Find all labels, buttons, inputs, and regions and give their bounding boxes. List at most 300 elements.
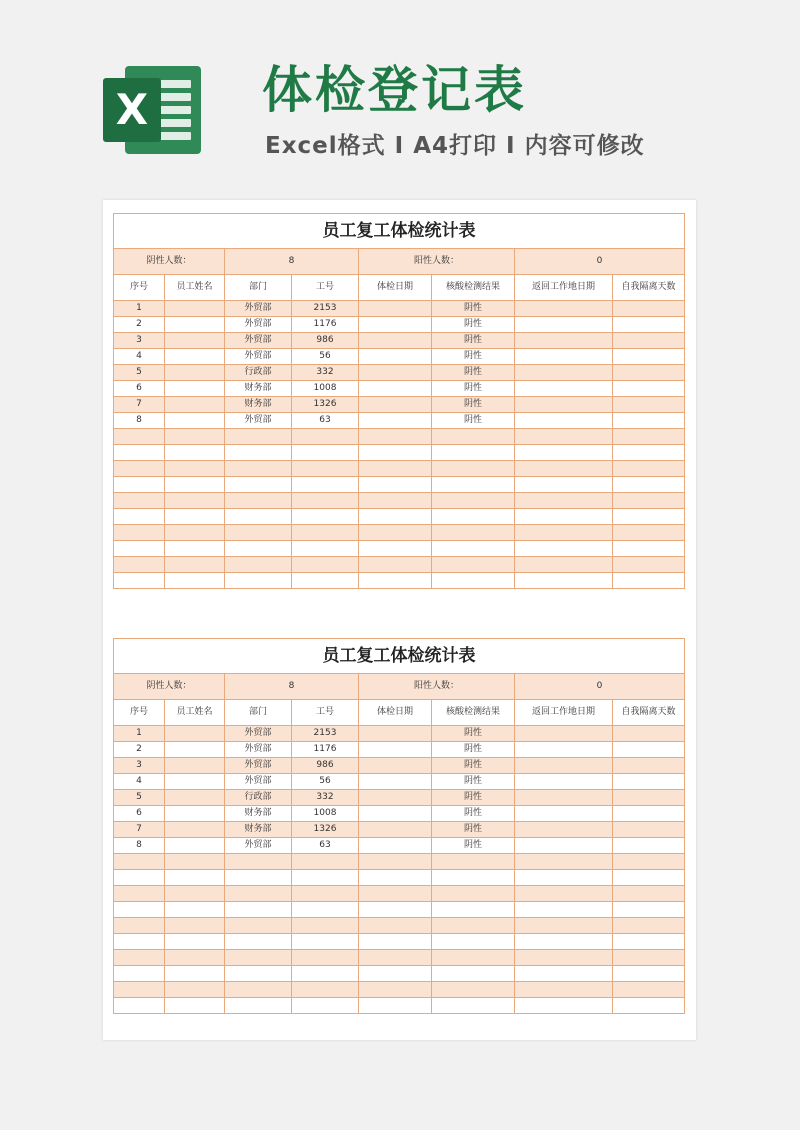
cell-quarantine-days[interactable] <box>613 525 685 541</box>
cell-employee-id[interactable] <box>292 445 359 461</box>
cell-return-date[interactable] <box>515 998 613 1014</box>
cell-test-result[interactable]: 阴性 <box>432 349 515 365</box>
cell-quarantine-days[interactable] <box>613 349 685 365</box>
cell-quarantine-days[interactable] <box>613 758 685 774</box>
cell-index[interactable] <box>114 429 165 445</box>
cell-employee-id[interactable] <box>292 934 359 950</box>
cell-name[interactable] <box>165 934 225 950</box>
cell-exam-date[interactable] <box>359 886 432 902</box>
cell-index[interactable] <box>114 902 165 918</box>
cell-department[interactable] <box>225 854 292 870</box>
cell-index[interactable]: 2 <box>114 742 165 758</box>
cell-exam-date[interactable] <box>359 477 432 493</box>
cell-employee-id[interactable]: 1008 <box>292 381 359 397</box>
cell-name[interactable] <box>165 477 225 493</box>
cell-quarantine-days[interactable] <box>613 573 685 589</box>
cell-index[interactable] <box>114 445 165 461</box>
cell-index[interactable]: 4 <box>114 349 165 365</box>
cell-index[interactable] <box>114 854 165 870</box>
cell-exam-date[interactable] <box>359 461 432 477</box>
cell-index[interactable]: 8 <box>114 413 165 429</box>
cell-exam-date[interactable] <box>359 493 432 509</box>
cell-employee-id[interactable]: 2153 <box>292 726 359 742</box>
empty-table-row <box>114 557 685 573</box>
cell-department[interactable] <box>225 477 292 493</box>
cell-department[interactable] <box>225 966 292 982</box>
cell-name[interactable] <box>165 822 225 838</box>
cell-exam-date[interactable] <box>359 870 432 886</box>
cell-department[interactable]: 行政部 <box>225 365 292 381</box>
cell-name[interactable] <box>165 557 225 573</box>
cell-name[interactable] <box>165 870 225 886</box>
cell-department[interactable]: 外贸部 <box>225 838 292 854</box>
cell-employee-id[interactable] <box>292 541 359 557</box>
cell-department[interactable]: 外贸部 <box>225 726 292 742</box>
cell-department[interactable] <box>225 525 292 541</box>
column-header-name: 员工姓名 <box>165 700 225 726</box>
cell-department[interactable]: 财务部 <box>225 381 292 397</box>
cell-name[interactable] <box>165 998 225 1014</box>
cell-department[interactable]: 行政部 <box>225 790 292 806</box>
cell-return-date[interactable] <box>515 934 613 950</box>
cell-test-result[interactable] <box>432 982 515 998</box>
cell-department[interactable] <box>225 982 292 998</box>
cell-department[interactable] <box>225 509 292 525</box>
cell-exam-date[interactable] <box>359 838 432 854</box>
cell-department[interactable] <box>225 573 292 589</box>
cell-exam-date[interactable] <box>359 445 432 461</box>
cell-test-result[interactable]: 阴性 <box>432 333 515 349</box>
cell-index[interactable] <box>114 573 165 589</box>
cell-department[interactable] <box>225 557 292 573</box>
cell-quarantine-days[interactable] <box>613 726 685 742</box>
negative-count-value[interactable]: 8 <box>225 674 359 700</box>
cell-exam-date[interactable] <box>359 998 432 1014</box>
cell-return-date[interactable] <box>515 966 613 982</box>
cell-index[interactable]: 2 <box>114 317 165 333</box>
cell-return-date[interactable] <box>515 557 613 573</box>
cell-quarantine-days[interactable] <box>613 966 685 982</box>
cell-employee-id[interactable]: 56 <box>292 774 359 790</box>
cell-return-date[interactable] <box>515 742 613 758</box>
cell-index[interactable] <box>114 557 165 573</box>
table-title: 员工复工体检统计表 <box>114 639 685 674</box>
cell-index[interactable] <box>114 886 165 902</box>
cell-quarantine-days[interactable] <box>613 806 685 822</box>
cell-employee-id[interactable] <box>292 461 359 477</box>
cell-department[interactable] <box>225 902 292 918</box>
cell-index[interactable] <box>114 493 165 509</box>
cell-department[interactable]: 外贸部 <box>225 758 292 774</box>
cell-employee-id[interactable] <box>292 902 359 918</box>
cell-department[interactable] <box>225 934 292 950</box>
cell-index[interactable]: 3 <box>114 758 165 774</box>
cell-return-date[interactable] <box>515 461 613 477</box>
cell-name[interactable] <box>165 365 225 381</box>
cell-test-result[interactable] <box>432 902 515 918</box>
cell-quarantine-days[interactable] <box>613 477 685 493</box>
cell-index[interactable] <box>114 950 165 966</box>
cell-department[interactable] <box>225 429 292 445</box>
cell-department[interactable]: 财务部 <box>225 822 292 838</box>
cell-name[interactable] <box>165 381 225 397</box>
cell-employee-id[interactable] <box>292 557 359 573</box>
cell-index[interactable] <box>114 870 165 886</box>
cell-return-date[interactable] <box>515 918 613 934</box>
cell-return-date[interactable] <box>515 854 613 870</box>
cell-return-date[interactable] <box>515 477 613 493</box>
cell-exam-date[interactable] <box>359 413 432 429</box>
cell-index[interactable]: 8 <box>114 838 165 854</box>
cell-exam-date[interactable] <box>359 381 432 397</box>
cell-name[interactable] <box>165 525 225 541</box>
cell-name[interactable] <box>165 918 225 934</box>
cell-return-date[interactable] <box>515 509 613 525</box>
cell-index[interactable]: 7 <box>114 397 165 413</box>
cell-name[interactable] <box>165 742 225 758</box>
cell-test-result[interactable]: 阴性 <box>432 758 515 774</box>
cell-return-date[interactable] <box>515 806 613 822</box>
cell-exam-date[interactable] <box>359 982 432 998</box>
cell-quarantine-days[interactable] <box>613 429 685 445</box>
cell-name[interactable] <box>165 461 225 477</box>
cell-return-date[interactable] <box>515 822 613 838</box>
cell-return-date[interactable] <box>515 573 613 589</box>
cell-index[interactable]: 1 <box>114 301 165 317</box>
cell-index[interactable] <box>114 918 165 934</box>
cell-return-date[interactable] <box>515 726 613 742</box>
cell-quarantine-days[interactable] <box>613 934 685 950</box>
cell-exam-date[interactable] <box>359 541 432 557</box>
cell-return-date[interactable] <box>515 429 613 445</box>
cell-test-result[interactable] <box>432 870 515 886</box>
cell-employee-id[interactable] <box>292 998 359 1014</box>
cell-test-result[interactable]: 阴性 <box>432 726 515 742</box>
cell-quarantine-days[interactable] <box>613 317 685 333</box>
cell-employee-id[interactable] <box>292 509 359 525</box>
cell-department[interactable]: 外贸部 <box>225 413 292 429</box>
cell-quarantine-days[interactable] <box>613 557 685 573</box>
positive-count-value[interactable]: 0 <box>515 249 685 275</box>
cell-index[interactable] <box>114 934 165 950</box>
cell-index[interactable]: 3 <box>114 333 165 349</box>
cell-index[interactable] <box>114 477 165 493</box>
cell-name[interactable] <box>165 790 225 806</box>
cell-quarantine-days[interactable] <box>613 854 685 870</box>
cell-department[interactable] <box>225 918 292 934</box>
cell-employee-id[interactable] <box>292 982 359 998</box>
table-body <box>114 726 685 1014</box>
cell-exam-date[interactable] <box>359 902 432 918</box>
empty-table-row <box>114 461 685 477</box>
cell-index[interactable] <box>114 509 165 525</box>
cell-name[interactable] <box>165 573 225 589</box>
cell-test-result[interactable] <box>432 854 515 870</box>
cell-return-date[interactable] <box>515 541 613 557</box>
cell-employee-id[interactable] <box>292 854 359 870</box>
cell-name[interactable] <box>165 806 225 822</box>
cell-employee-id[interactable]: 332 <box>292 365 359 381</box>
cell-return-date[interactable] <box>515 790 613 806</box>
cell-test-result[interactable]: 阴性 <box>432 790 515 806</box>
column-header-index: 序号 <box>114 275 165 301</box>
cell-name[interactable] <box>165 886 225 902</box>
cell-department[interactable]: 外贸部 <box>225 349 292 365</box>
positive-count-value[interactable]: 0 <box>515 674 685 700</box>
cell-employee-id[interactable]: 1326 <box>292 397 359 413</box>
cell-department[interactable] <box>225 493 292 509</box>
cell-return-date[interactable] <box>515 317 613 333</box>
cell-exam-date[interactable] <box>359 726 432 742</box>
cell-quarantine-days[interactable] <box>613 838 685 854</box>
cell-return-date[interactable] <box>515 525 613 541</box>
cell-return-date[interactable] <box>515 758 613 774</box>
cell-index[interactable]: 7 <box>114 822 165 838</box>
cell-employee-id[interactable]: 1326 <box>292 822 359 838</box>
cell-exam-date[interactable] <box>359 950 432 966</box>
cell-index[interactable] <box>114 541 165 557</box>
cell-return-date[interactable] <box>515 838 613 854</box>
table-row <box>114 742 685 758</box>
cell-department[interactable]: 财务部 <box>225 397 292 413</box>
cell-employee-id[interactable]: 63 <box>292 838 359 854</box>
cell-quarantine-days[interactable] <box>613 509 685 525</box>
cell-quarantine-days[interactable] <box>613 365 685 381</box>
cell-department[interactable]: 外贸部 <box>225 742 292 758</box>
cell-quarantine-days[interactable] <box>613 333 685 349</box>
cell-exam-date[interactable] <box>359 333 432 349</box>
cell-return-date[interactable] <box>515 413 613 429</box>
cell-department[interactable]: 外贸部 <box>225 774 292 790</box>
cell-index[interactable] <box>114 998 165 1014</box>
cell-index[interactable]: 4 <box>114 774 165 790</box>
cell-quarantine-days[interactable] <box>613 493 685 509</box>
cell-return-date[interactable] <box>515 397 613 413</box>
cell-exam-date[interactable] <box>359 806 432 822</box>
cell-quarantine-days[interactable] <box>613 902 685 918</box>
cell-employee-id[interactable]: 1176 <box>292 317 359 333</box>
cell-name[interactable] <box>165 445 225 461</box>
cell-employee-id[interactable] <box>292 493 359 509</box>
cell-return-date[interactable] <box>515 365 613 381</box>
cell-index[interactable] <box>114 966 165 982</box>
cell-employee-id[interactable]: 63 <box>292 413 359 429</box>
cell-employee-id[interactable] <box>292 573 359 589</box>
cell-employee-id[interactable] <box>292 477 359 493</box>
cell-return-date[interactable] <box>515 870 613 886</box>
cell-name[interactable] <box>165 429 225 445</box>
cell-exam-date[interactable] <box>359 301 432 317</box>
cell-exam-date[interactable] <box>359 758 432 774</box>
cell-index[interactable] <box>114 525 165 541</box>
cell-test-result[interactable] <box>432 557 515 573</box>
cell-return-date[interactable] <box>515 301 613 317</box>
cell-name[interactable] <box>165 333 225 349</box>
cell-quarantine-days[interactable] <box>613 870 685 886</box>
cell-name[interactable] <box>165 982 225 998</box>
cell-test-result[interactable]: 阴性 <box>432 742 515 758</box>
cell-employee-id[interactable]: 986 <box>292 333 359 349</box>
cell-return-date[interactable] <box>515 886 613 902</box>
cell-quarantine-days[interactable] <box>613 541 685 557</box>
cell-quarantine-days[interactable] <box>613 381 685 397</box>
cell-test-result[interactable] <box>432 918 515 934</box>
cell-test-result[interactable]: 阴性 <box>432 301 515 317</box>
cell-name[interactable] <box>165 774 225 790</box>
cell-name[interactable] <box>165 902 225 918</box>
cell-test-result[interactable]: 阴性 <box>432 822 515 838</box>
cell-exam-date[interactable] <box>359 966 432 982</box>
cell-employee-id[interactable] <box>292 870 359 886</box>
cell-department[interactable]: 外贸部 <box>225 333 292 349</box>
cell-quarantine-days[interactable] <box>613 445 685 461</box>
cell-name[interactable] <box>165 493 225 509</box>
cell-department[interactable]: 财务部 <box>225 806 292 822</box>
cell-test-result[interactable] <box>432 461 515 477</box>
cell-department[interactable] <box>225 886 292 902</box>
cell-test-result[interactable] <box>432 966 515 982</box>
cell-exam-date[interactable] <box>359 573 432 589</box>
cell-test-result[interactable]: 阴性 <box>432 838 515 854</box>
cell-quarantine-days[interactable] <box>613 918 685 934</box>
cell-index[interactable]: 6 <box>114 806 165 822</box>
cell-index[interactable] <box>114 982 165 998</box>
cell-exam-date[interactable] <box>359 365 432 381</box>
cell-exam-date[interactable] <box>359 854 432 870</box>
cell-exam-date[interactable] <box>359 774 432 790</box>
cell-name[interactable] <box>165 349 225 365</box>
cell-test-result[interactable]: 阴性 <box>432 365 515 381</box>
cell-return-date[interactable] <box>515 333 613 349</box>
cell-name[interactable] <box>165 509 225 525</box>
cell-employee-id[interactable]: 1008 <box>292 806 359 822</box>
cell-quarantine-days[interactable] <box>613 397 685 413</box>
cell-index[interactable]: 1 <box>114 726 165 742</box>
cell-name[interactable] <box>165 966 225 982</box>
cell-return-date[interactable] <box>515 982 613 998</box>
cell-test-result[interactable]: 阴性 <box>432 381 515 397</box>
cell-department[interactable]: 外贸部 <box>225 301 292 317</box>
cell-employee-id[interactable] <box>292 918 359 934</box>
cell-exam-date[interactable] <box>359 429 432 445</box>
cell-test-result[interactable] <box>432 998 515 1014</box>
cell-test-result[interactable] <box>432 541 515 557</box>
cell-test-result[interactable] <box>432 493 515 509</box>
cell-exam-date[interactable] <box>359 349 432 365</box>
cell-employee-id[interactable] <box>292 525 359 541</box>
cell-name[interactable] <box>165 758 225 774</box>
cell-name[interactable] <box>165 541 225 557</box>
cell-exam-date[interactable] <box>359 918 432 934</box>
cell-name[interactable] <box>165 950 225 966</box>
cell-test-result[interactable] <box>432 429 515 445</box>
cell-test-result[interactable]: 阴性 <box>432 806 515 822</box>
cell-name[interactable] <box>165 838 225 854</box>
cell-quarantine-days[interactable] <box>613 774 685 790</box>
cell-quarantine-days[interactable] <box>613 982 685 998</box>
cell-name[interactable] <box>165 726 225 742</box>
cell-employee-id[interactable]: 56 <box>292 349 359 365</box>
cell-return-date[interactable] <box>515 774 613 790</box>
cell-quarantine-days[interactable] <box>613 822 685 838</box>
cell-department[interactable] <box>225 870 292 886</box>
cell-test-result[interactable]: 阴性 <box>432 774 515 790</box>
cell-index[interactable]: 5 <box>114 790 165 806</box>
cell-test-result[interactable] <box>432 509 515 525</box>
cell-department[interactable] <box>225 461 292 477</box>
cell-quarantine-days[interactable] <box>613 742 685 758</box>
cell-employee-id[interactable]: 986 <box>292 758 359 774</box>
cell-test-result[interactable] <box>432 950 515 966</box>
cell-quarantine-days[interactable] <box>613 886 685 902</box>
cell-test-result[interactable] <box>432 573 515 589</box>
cell-department[interactable]: 外贸部 <box>225 317 292 333</box>
cell-department[interactable] <box>225 950 292 966</box>
cell-quarantine-days[interactable] <box>613 461 685 477</box>
cell-return-date[interactable] <box>515 493 613 509</box>
cell-exam-date[interactable] <box>359 790 432 806</box>
cell-employee-id[interactable]: 332 <box>292 790 359 806</box>
cell-return-date[interactable] <box>515 902 613 918</box>
cell-index[interactable]: 6 <box>114 381 165 397</box>
cell-quarantine-days[interactable] <box>613 790 685 806</box>
cell-exam-date[interactable] <box>359 509 432 525</box>
cell-quarantine-days[interactable] <box>613 950 685 966</box>
cell-employee-id[interactable]: 2153 <box>292 301 359 317</box>
cell-employee-id[interactable] <box>292 886 359 902</box>
cell-test-result[interactable] <box>432 445 515 461</box>
cell-test-result[interactable]: 阴性 <box>432 413 515 429</box>
cell-department[interactable] <box>225 445 292 461</box>
cell-return-date[interactable] <box>515 381 613 397</box>
cell-quarantine-days[interactable] <box>613 998 685 1014</box>
cell-department[interactable] <box>225 541 292 557</box>
cell-employee-id[interactable]: 1176 <box>292 742 359 758</box>
cell-name[interactable] <box>165 317 225 333</box>
cell-name[interactable] <box>165 413 225 429</box>
cell-exam-date[interactable] <box>359 317 432 333</box>
cell-test-result[interactable]: 阴性 <box>432 397 515 413</box>
cell-exam-date[interactable] <box>359 934 432 950</box>
cell-employee-id[interactable] <box>292 950 359 966</box>
cell-employee-id[interactable] <box>292 966 359 982</box>
cell-exam-date[interactable] <box>359 557 432 573</box>
cell-exam-date[interactable] <box>359 397 432 413</box>
negative-count-value[interactable]: 8 <box>225 249 359 275</box>
cell-index[interactable] <box>114 461 165 477</box>
cell-employee-id[interactable] <box>292 429 359 445</box>
cell-department[interactable] <box>225 998 292 1014</box>
cell-quarantine-days[interactable] <box>613 413 685 429</box>
cell-return-date[interactable] <box>515 950 613 966</box>
cell-test-result[interactable] <box>432 934 515 950</box>
cell-exam-date[interactable] <box>359 525 432 541</box>
cell-test-result[interactable] <box>432 525 515 541</box>
cell-test-result[interactable] <box>432 886 515 902</box>
cell-test-result[interactable]: 阴性 <box>432 317 515 333</box>
cell-test-result[interactable] <box>432 477 515 493</box>
cell-quarantine-days[interactable] <box>613 301 685 317</box>
cell-name[interactable] <box>165 854 225 870</box>
cell-name[interactable] <box>165 301 225 317</box>
column-header-department: 部门 <box>225 275 292 301</box>
cell-return-date[interactable] <box>515 445 613 461</box>
cell-return-date[interactable] <box>515 349 613 365</box>
cell-name[interactable] <box>165 397 225 413</box>
cell-index[interactable]: 5 <box>114 365 165 381</box>
cell-exam-date[interactable] <box>359 742 432 758</box>
cell-exam-date[interactable] <box>359 822 432 838</box>
